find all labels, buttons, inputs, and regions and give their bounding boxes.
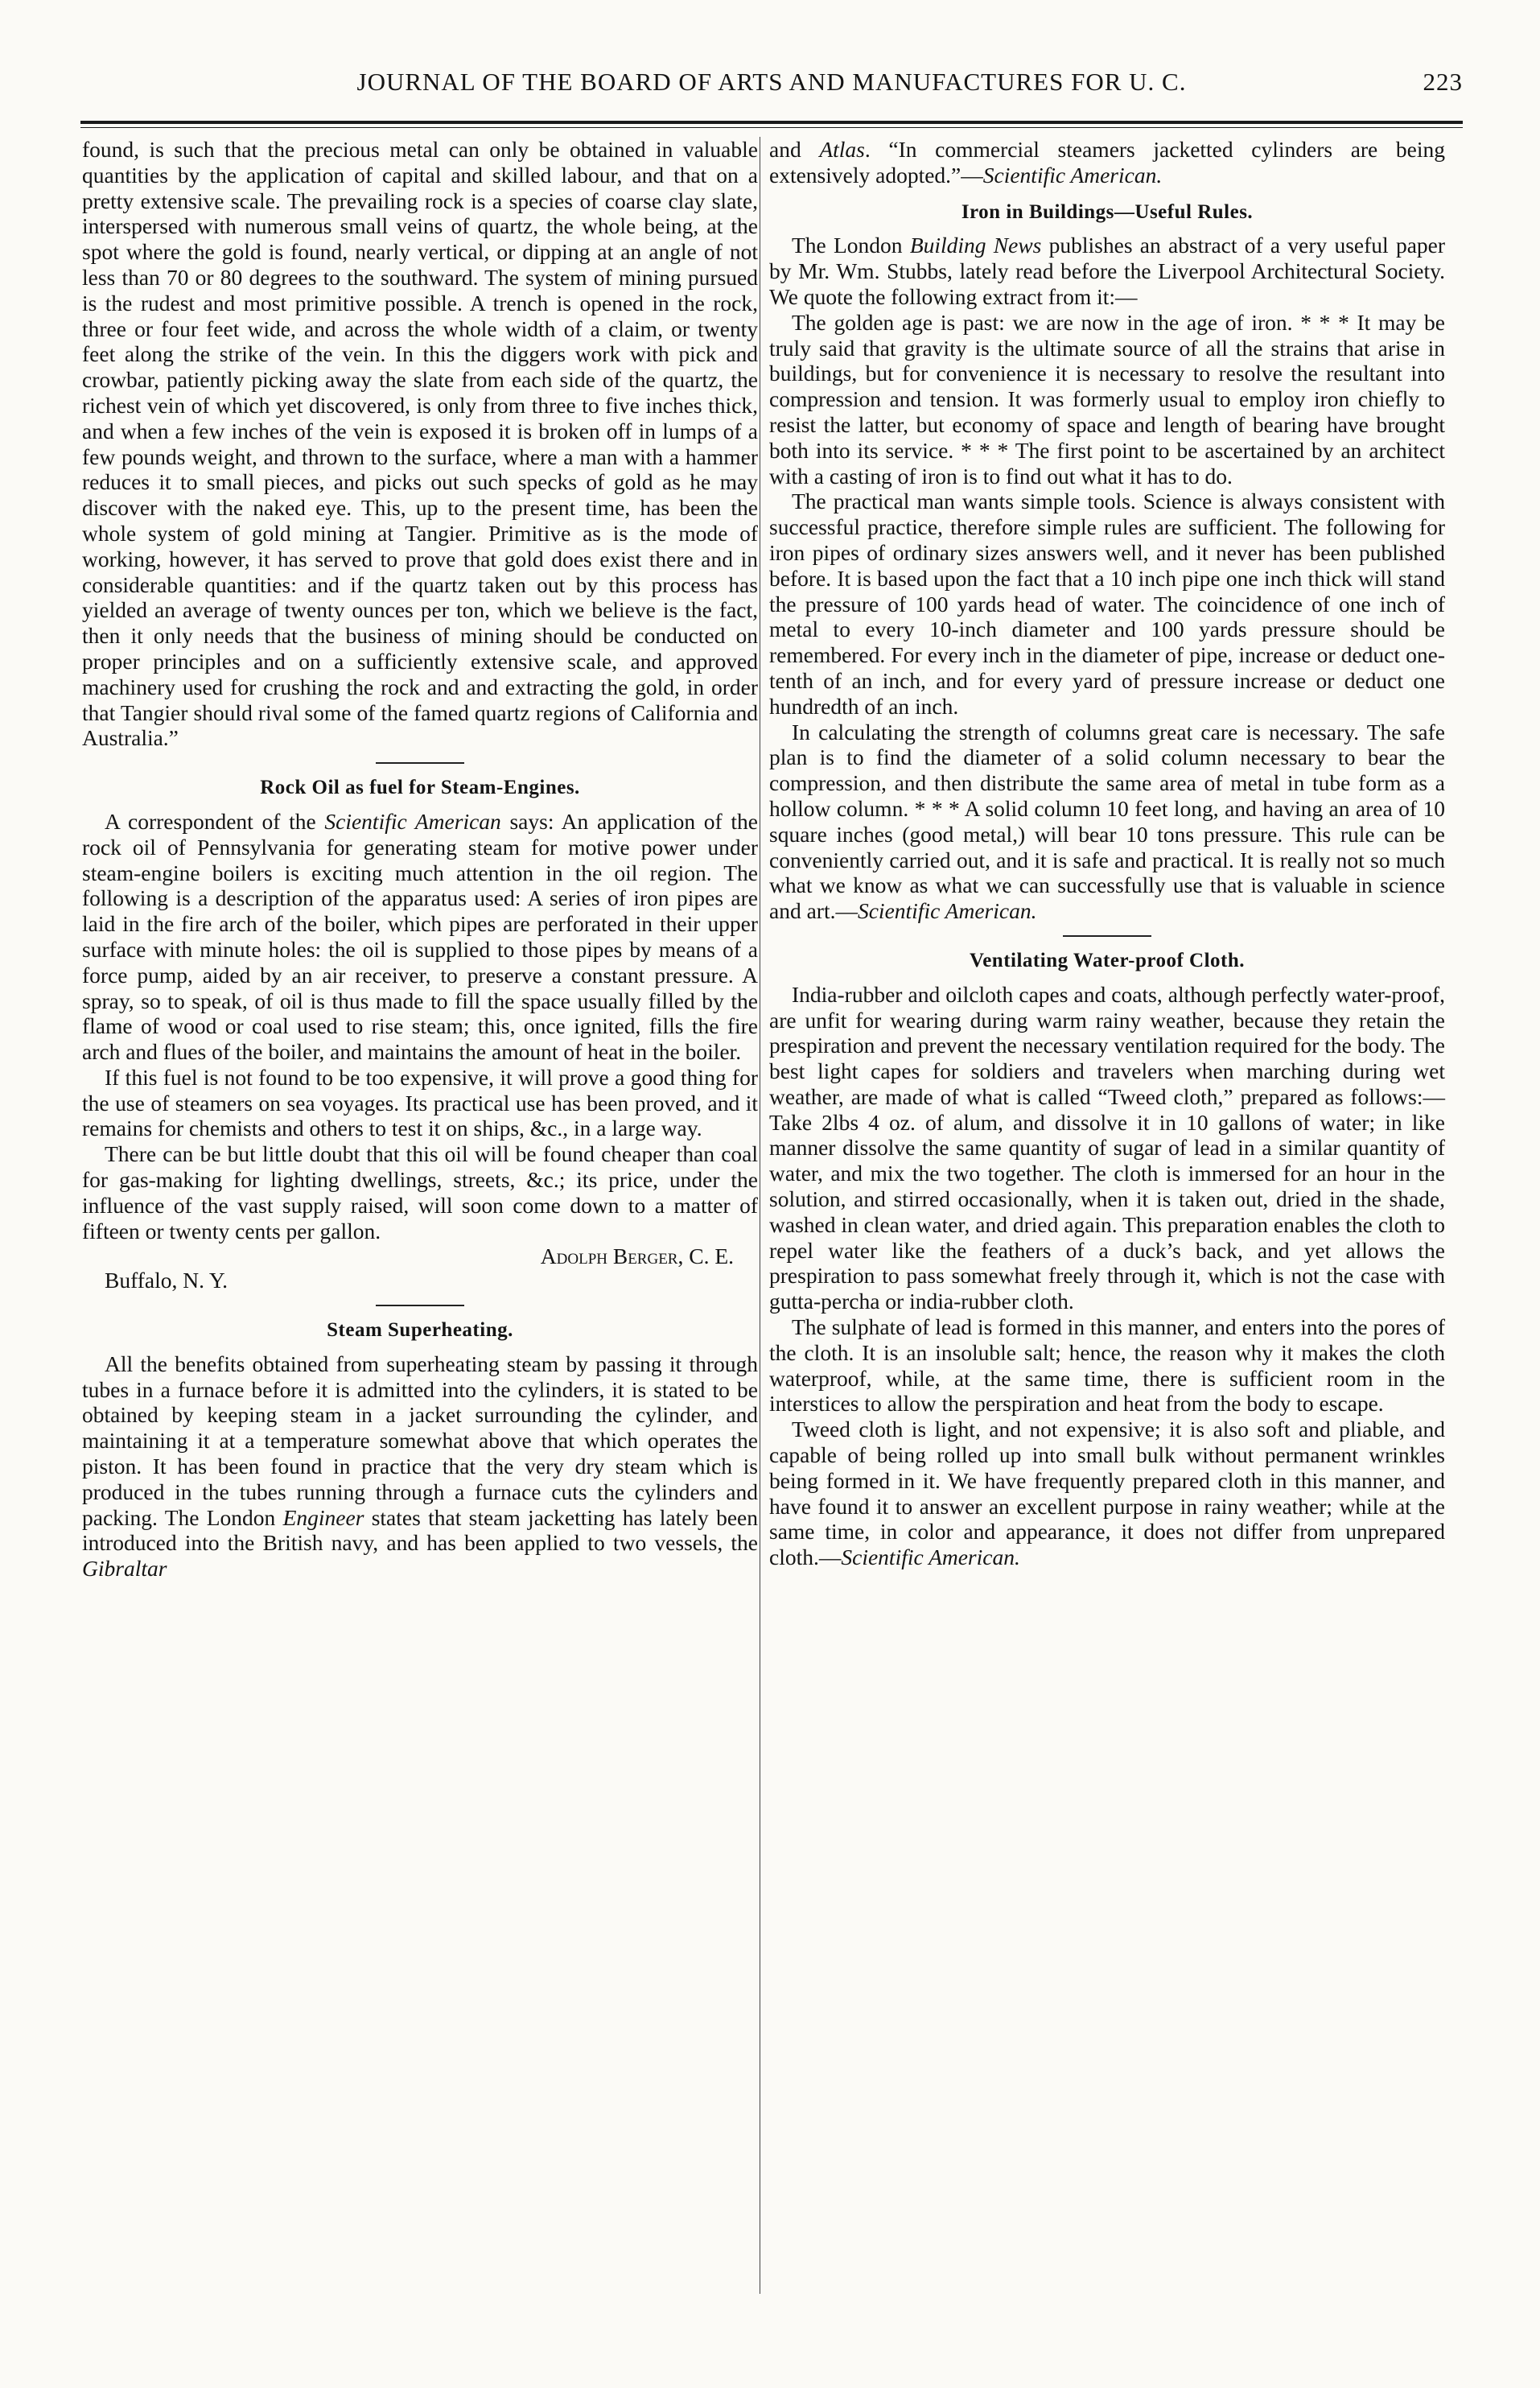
text-span: says: An application of the rock oil of Pennsylvania for generating steam for motive power under steam-engine boilers is exciting much attention in the oil region. The following is a description of the apparatus used: A series of iron pipes are laid in the fire arch of the boiler, which pipes are perforated in their upper surface with minute holes: the oil is supplied to those pipes by means of a force pump, aided by an air receiver, to preserve a constant pressure. A spray, so to speak, of oil is thus made to fill the space usually filled by the flame of wood or coal used to rise steam; this, once ignited, fills the fire arch and flues of the boiler, and maintains the amount of heat in the boiler. — [82, 808, 759, 1065]
text-span: The London — [792, 233, 910, 258]
right-column — [769, 137, 1445, 1570]
header-rule-thick — [80, 121, 1463, 124]
text-span: publishes an abstract of a very useful paper by Mr. Wm. Stubbs, lately read before the Liverpool Architectural Society. We quote the following extract from it:— — [769, 233, 1446, 309]
text-span: Tweed cloth is light, and not expensive; it is also soft and pliable, and capable of being rolled up into small bulk without permanent wrinkles being formed in it. We have frequently prepared cloth in this manner, and have found it to answer an excellent purpose in rainy weather; while at the same time, in color and appearance, it does not differ from unprepared cloth.— — [769, 1417, 1445, 1570]
cloth-paragraph-3 — [769, 1417, 1445, 1570]
author-place: Buffalo, N. Y. — [105, 1268, 229, 1293]
iron-heading: Iron in Buildings—Useful Rules. — [961, 200, 1254, 223]
steam-heading: Steam Superheating. — [327, 1319, 513, 1342]
cloth-paragraph-1: India-rubber and oilcloth capes and coats, although perfectly water-proof, are unfit for wearing during warm rainy weather, because they retain the prespiration and prevent the necessary ventilation required for the body. The best light capes for soldiers and travelers when marching during wet weather, are made of what is called “Tweed cloth,” prepared as follows:—Take 2lbs 4 oz. of alum, and dissolve it in 10 gallons of water; in like manner dissolve the same quantity of sugar of lead in a similar quantity of water, and mix the two together. The cloth is immersed for an hour in the solution, and stirred occasionally, when it is taken out, dried in the shade, washed in clean water, and dried again. This preparation enables the cloth to repel water like the feathers of a duck’s back, and yet allows the prespiration to pass somewhat freely through it, which is not the case with gutta-percha or india-rubber cloth. — [769, 981, 1445, 1314]
source-title: Scientific American. — [857, 898, 1037, 924]
iron-paragraph-4 — [769, 720, 1445, 924]
source-title: Scientific American. — [841, 1545, 1020, 1570]
iron-paragraph-1 — [769, 233, 1445, 309]
left-column — [82, 137, 758, 1582]
journal-title: JOURNAL OF THE BOARD OF ARTS AND MANUFACTURES FOR U. C. — [356, 68, 1187, 96]
header-rule-thin — [80, 127, 1463, 128]
gold-article-continuation: found, is such that the precious metal can only be obtained in valuable quantities by the application of capital and skilled labour, and that on a pretty extensive scale. The prevailing rock is a species of coarse clay slate, interspersed with numerous small veins of quartz, the whole being, at the spot where the gold is found, nearly vertical, or dipping at an angle of not less than 70 or 80 degrees to the southward. The system of mining pursued is the rudest and most primitive possible. A trench is opened in the rock, three or four feet wide, and across the whole width of a claim, or twenty feet along the strike of the vein. In this the diggers work with pick and crowbar, patiently picking away the slate from each side of the quartz, the richest vein of which yet discovered, is only from three to five inches thick, and when a few inches of the vein is exposed it is broken off in lumps of a few pounds weight, and thrown to the surface, where a man with a hammer reduces it to small pieces, and picks out such specks of gold as he may discover with the naked eye. This, up to the present time, has been the whole system of gold mining at Tangier. Primitive as is the mode of working, however, it has served to prove that gold does exist there and in considerable quantities: and if the quartz taken out by this process has yielded an average of twenty ounces per ton, which we believe is the fact, then it only needs that the business of mining should be conducted on proper principles and on a sufficiently extensive scale, and approved machinery used for crushing the rock and and extracting the gold, in order that Tangier should rival some of the famed quartz regions of California and Australia.” — [82, 137, 758, 751]
section-rule — [1063, 935, 1151, 937]
rock-oil-paragraph-1 — [82, 809, 758, 1065]
source-title: Engineer — [282, 1504, 364, 1530]
rock-oil-paragraph-3: There can be but little doubt that this oil will be found cheaper than coal for gas-making for lighting dwellings, streets, &c.; its price, under the influence of the vast supply raised, will soon come down to a matter of fifteen or twenty cents per gallon. — [82, 1141, 758, 1243]
page-number: 223 — [1423, 68, 1463, 96]
text-span: A correspondent of the — [105, 808, 325, 834]
rock-oil-paragraph-2: If this fuel is not found to be too expensive, it will prove a good thing for the use of steamers on sea voyages. Its practical use has been proved, and it remains for chemists and others to test it on ships, &c., in a large way. — [82, 1064, 758, 1141]
source-title: Building News — [909, 233, 1042, 258]
text-span: . “In commercial steamers jacketted cylinders are being extensively adopted.”— — [769, 137, 1445, 188]
text-span: All the benefits obtained from superheating steam by passing it through tubes in a furnace before it is admitted into the cylinders, it is stated to be obtained by keeping steam in a jacket surrounding the cylinder, and maintaining it at a temperature somewhat above that which operates the piston. It has been found in practice that the very dry steam which is produced in the tubes running through a furnace cuts the cylinders and packing. The London — [82, 1351, 758, 1530]
steam-paragraph-1 — [82, 1351, 758, 1582]
section-rule — [376, 1305, 464, 1306]
running-head — [80, 68, 1463, 103]
rock-oil-heading: Rock Oil as fuel for Steam-Engines. — [260, 777, 580, 799]
cloth-paragraph-2: The sulphate of lead is formed in this manner, and enters into the pores of the cloth. It is an insoluble salt; hence, the reason why it makes the cloth waterproof, while, at the same time, there is sufficient room in the interstices to allow the perspiration and heat from the body to escape. — [769, 1314, 1445, 1417]
ship-name: Atlas — [819, 137, 865, 162]
cloth-heading: Ventilating Water-proof Cloth. — [969, 949, 1246, 971]
author-signature: Adolph Berger, C. E. — [540, 1243, 734, 1269]
iron-paragraph-3: The practical man wants simple tools. Science is always consistent with successful practice, therefore simple rules are sufficient. The following for iron pipes of ordinary sizes answers well, and it never has been published before. It is based upon the fact that a 10 inch pipe one inch thick will stand the pressure of 100 yards head of water. The coincidence of one inch of metal to every 10-inch diameter and 100 yards pressure should be remembered. For every inch in the diameter of pipe, increase or deduct one-tenth of an inch, and for every yard of pressure increase or deduct one hundredth of an inch. — [769, 489, 1445, 719]
iron-paragraph-2: The golden age is past: we are now in the age of iron. * * * It may be truly said that gravity is the ultimate source of all the strains that arise in buildings, but for convenience it is necessary to resolve the resultant into compression and tension. It was formerly usual to employ iron chiefly to resist the latter, but economy of space and length of bearing have brought both into its service. * * * The first point to be ascertained by an architect with a casting of iron is to find out what it has to do. — [769, 309, 1445, 489]
source-title: Scientific American. — [982, 162, 1163, 188]
section-rule — [376, 762, 464, 764]
text-span: and — [769, 137, 820, 162]
text-span: In calculating the strength of columns great care is necessary. The safe plan is to find the diameter of a solid column necessary to bear the compression, and then distribute the same area of metal in tube form as a hollow column. * * * A solid column 10 feet long, and having an area of 10 square inches (good metal,) will bear 10 tons pressure. This rule can be conveniently carried out, and it is safe and practical. It is really not so much what we know as what we can successfully use that is valuable in science and art.— — [769, 719, 1445, 924]
steam-continuation — [769, 137, 1445, 188]
text-span: states that steam jacketting has lately been introduced into the British navy, and has been applied to two vessels, the — [82, 1504, 759, 1556]
ship-name: Gibraltar — [82, 1556, 167, 1582]
source-title: Scientific American — [324, 808, 501, 834]
